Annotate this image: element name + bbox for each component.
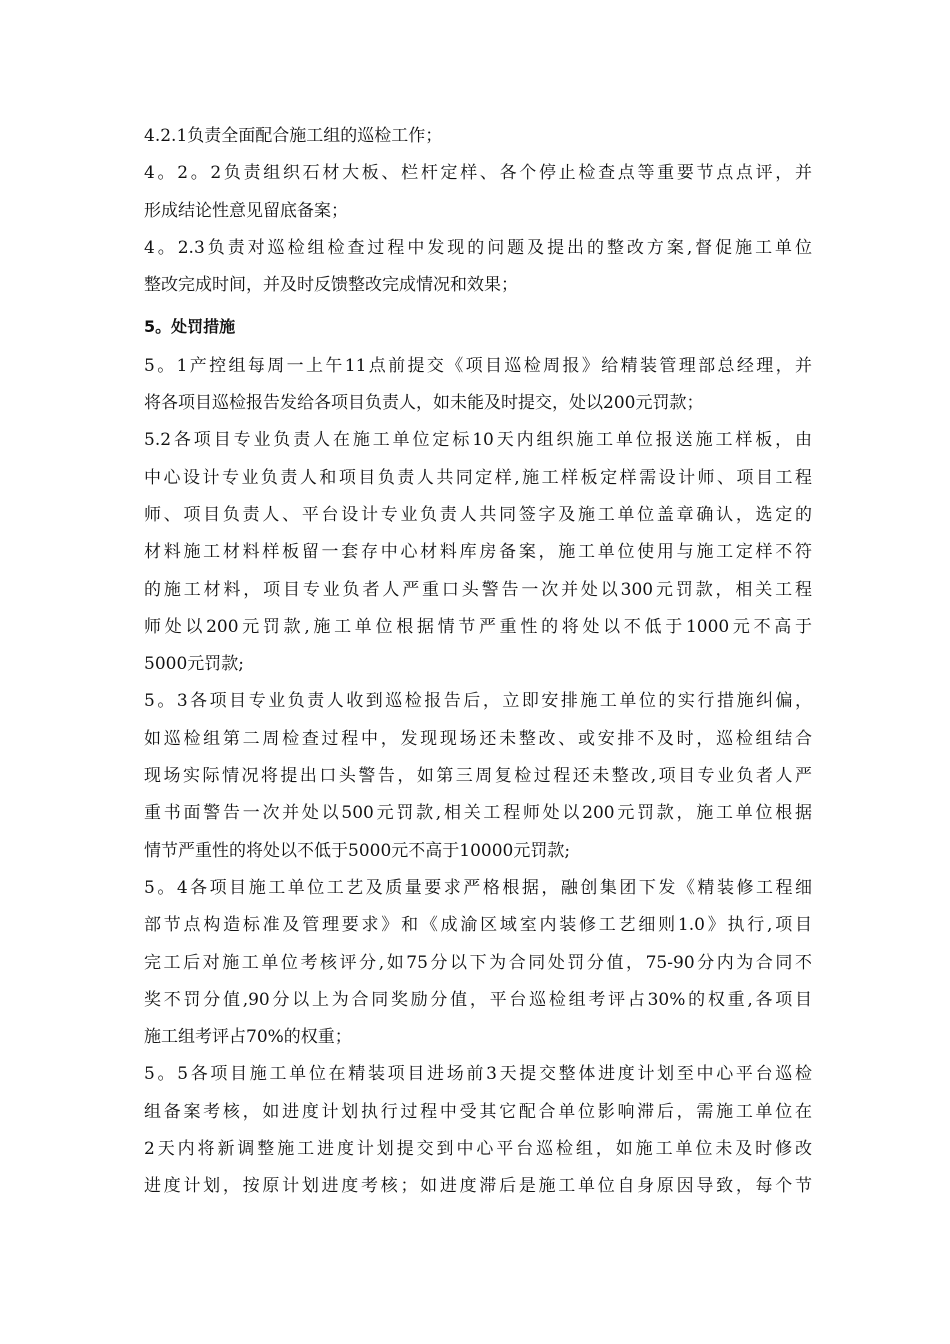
clause-5-2-line-6: 师处以200元罚款,施工单位根据情节严重性的将处以不低于1000元不高于 — [144, 616, 812, 637]
clause-5-4-line-3: 完工后对施工单位考核评分,如75分以下为合同处罚分值，75-90分内为合同不 — [144, 952, 812, 973]
clause-4-2-2-line-2: 形成结论性意见留底备案； — [144, 200, 348, 221]
clause-5-3-line-1: 5。3各项目专业负责人收到巡检报告后，立即安排施工单位的实行措施纠偏， — [144, 691, 812, 712]
clause-4-2-1-line: 4.2.1负责全面配合施工组的巡检工作； — [144, 126, 443, 146]
clause-5-2-line-5: 的施工材料，项目专业负者人严重口头警告一次并处以300元罚款，相关工程 — [144, 579, 812, 600]
clause-5-4-line-1: 5。4各项目施工单位工艺及质量要求严格根据，融创集团下发《精装修工程细 — [144, 877, 812, 898]
clause-5-3-line-3: 现场实际情况将提出口头警告，如第三周复检过程还未整改,项目专业负者人严 — [144, 766, 812, 787]
clause-4-2-3-line-2: 整改完成时间，并及时反馈整改完成情况和效果； — [144, 275, 518, 296]
clause-5-1-line-1: 5。1产控组每周一上午11点前提交《项目巡检周报》给精装管理部总经理，并 — [144, 355, 812, 376]
clause-5-5-line-3: 2天内将新调整施工进度计划提交到中心平台巡检组，如施工单位未及时修改 — [144, 1139, 812, 1160]
clause-5-2-line-1: 5.2各项目专业负责人在施工单位定标10天内组织施工单位报送施工样板，由 — [144, 430, 812, 451]
clause-4-2-3-line-1: 4。2.3负责对巡检组检查过程中发现的问题及提出的整改方案,督促施工单位 — [144, 237, 812, 258]
clause-5-4-line-4: 奖不罚分值,90分以上为合同奖励分值，平台巡检组考评占30%的权重,各项目 — [144, 989, 812, 1010]
clause-5-2-line-2: 中心设计专业负责人和项目负责人共同定样,施工样板定样需设计师、项目工程 — [144, 467, 812, 488]
clause-5-3-line-2: 如巡检组第二周检查过程中，发现现场还未整改、或安排不及时，巡检组结合 — [144, 728, 812, 749]
clause-5-4-line-2: 部节点构造标准及管理要求》和《成渝区域室内装修工艺细则1.0》执行,项目 — [144, 915, 812, 936]
clause-5-5-line-1: 5。5各项目施工单位在精装项目进场前3天提交整体进度计划至中心平台巡检 — [144, 1064, 812, 1085]
clause-5-5-line-2: 组备案考核，如进度计划执行过程中受其它配合单位影响滞后，需施工单位在 — [144, 1101, 812, 1122]
clause-5-2-line-3: 师、项目负责人、平台设计专业负责人共同签字及施工单位盖章确认，选定的 — [144, 504, 812, 525]
clause-5-2-line-7: 5000元罚款; — [144, 654, 244, 675]
clause-5-3-line-4: 重书面警告一次并处以500元罚款,相关工程师处以200元罚款，施工单位根据 — [144, 803, 812, 824]
document-body — [144, 118, 812, 1206]
clause-5-3-line-5: 情节严重性的将处以不低于5000元不高于10000元罚款; — [144, 840, 571, 861]
clause-4-2-2-line-1: 4。2。2负责组织石材大板、栏杆定样、各个停止检查点等重要节点点评，并 — [144, 163, 812, 184]
clause-5-1-line-2: 将各项目巡检报告发给各项目负责人，如未能及时提交，处以200元罚款； — [144, 393, 704, 414]
clause-5-2-line-4: 材料施工材料样板留一套存中心材料库房备案，施工单位使用与施工定样不符 — [144, 542, 812, 563]
clause-5-5-line-4: 进度计划，按原计划进度考核；如进度滞后是施工单位自身原因导致，每个节 — [144, 1176, 812, 1197]
section-heading-penalties: 5。处罚措施 — [144, 317, 236, 337]
clause-5-4-line-5: 施工组考评占70%的权重； — [144, 1027, 352, 1048]
